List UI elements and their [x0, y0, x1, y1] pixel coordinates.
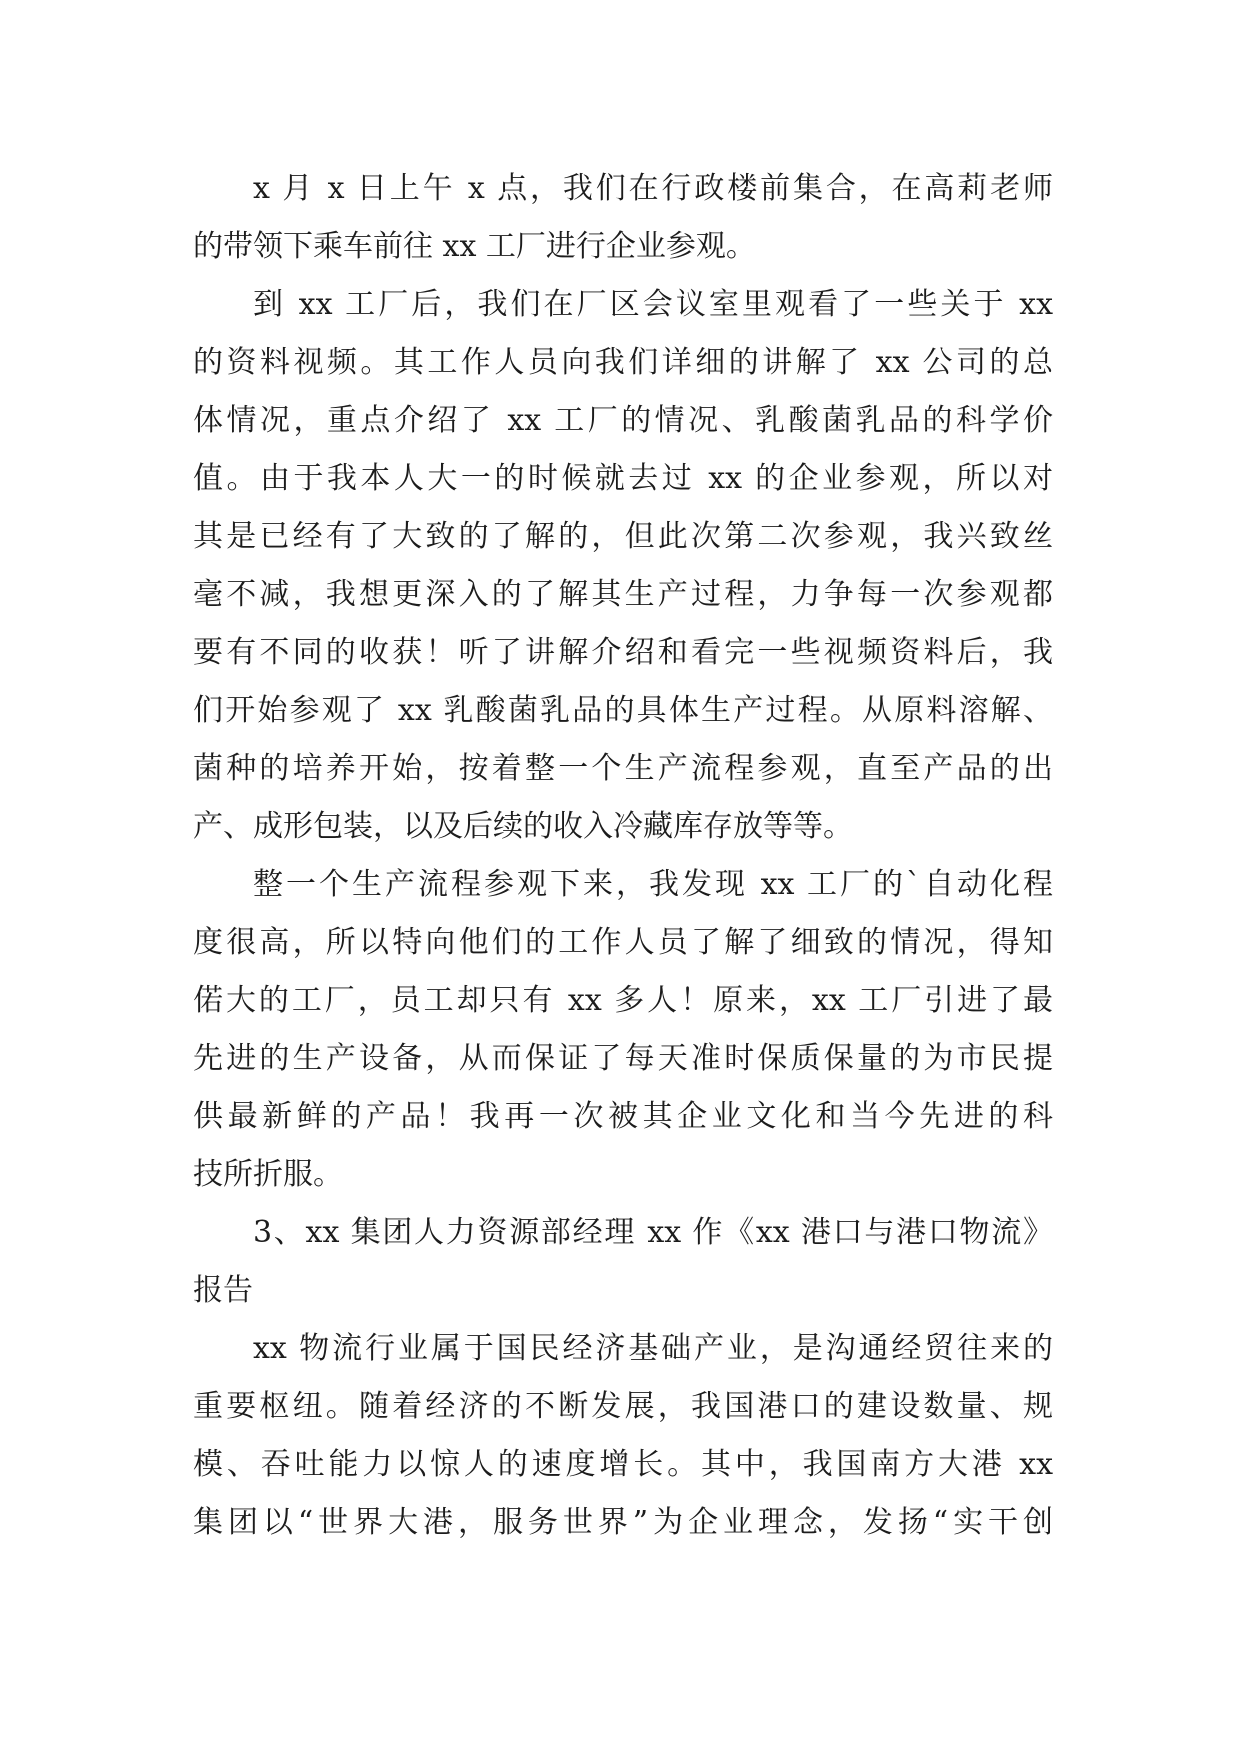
paragraph-1: [193, 160, 1053, 276]
text-line: 整一个生产流程参观下来，我发现 xx 工厂的`自动化程: [253, 867, 1053, 902]
document-body: [193, 160, 1053, 1552]
text-line: 模、吞吐能力以惊人的速度增长。其中，我国南方大港 xx: [193, 1447, 1053, 1482]
text-line: 体情况，重点介绍了 xx 工厂的情况、乳酸菌乳品的科学价: [193, 403, 1053, 438]
text-line: 报告: [193, 1273, 253, 1308]
paragraph-3: [193, 856, 1053, 1204]
text-line: 的带领下乘车前往 xx 工厂进行企业参观。: [193, 229, 756, 264]
text-line: 先进的生产设备，从而保证了每天准时保质保量的为市民提: [193, 1041, 1053, 1076]
text-line: 供最新鲜的产品！我再一次被其企业文化和当今先进的科: [193, 1099, 1053, 1134]
text-line: 毫不减，我想更深入的了解其生产过程，力争每一次参观都: [193, 577, 1053, 612]
section-heading: [193, 1204, 1053, 1320]
text-line: 偌大的工厂，员工却只有 xx 多人！原来，xx 工厂引进了最: [193, 983, 1053, 1018]
text-line: 集团以“世界大港，服务世界”为企业理念，发扬“实干创: [193, 1505, 1053, 1540]
text-line: 值。由于我本人大一的时候就去过 xx 的企业参观，所以对: [193, 461, 1053, 496]
text-line: 重要枢纽。随着经济的不断发展，我国港口的建设数量、规: [193, 1389, 1053, 1424]
text-line: 其是已经有了大致的了解的，但此次第二次参观，我兴致丝: [193, 519, 1053, 554]
text-line: 的资料视频。其工作人员向我们详细的讲解了 xx 公司的总: [193, 345, 1053, 380]
text-line: 菌种的培养开始，按着整一个生产流程参观，直至产品的出: [193, 751, 1053, 786]
text-line: 到 xx 工厂后，我们在厂区会议室里观看了一些关于 xx: [253, 287, 1053, 322]
paragraph-4: [193, 1320, 1053, 1552]
text-line: 度很高，所以特向他们的工作人员了解了细致的情况，得知: [193, 925, 1053, 960]
text-line: 技所折服。: [193, 1157, 343, 1192]
text-line: 3、xx 集团人力资源部经理 xx 作《xx 港口与港口物流》: [253, 1215, 1053, 1250]
text-line: 产、成形包装，以及后续的收入冷藏库存放等等。: [193, 809, 853, 844]
text-line: x 月 x 日上午 x 点，我们在行政楼前集合，在高莉老师: [253, 171, 1053, 206]
text-line: 们开始参观了 xx 乳酸菌乳品的具体生产过程。从原料溶解、: [193, 693, 1053, 728]
text-line: xx 物流行业属于国民经济基础产业，是沟通经贸往来的: [253, 1331, 1053, 1366]
paragraph-2: [193, 276, 1053, 856]
text-line: 要有不同的收获！听了讲解介绍和看完一些视频资料后，我: [193, 635, 1053, 670]
